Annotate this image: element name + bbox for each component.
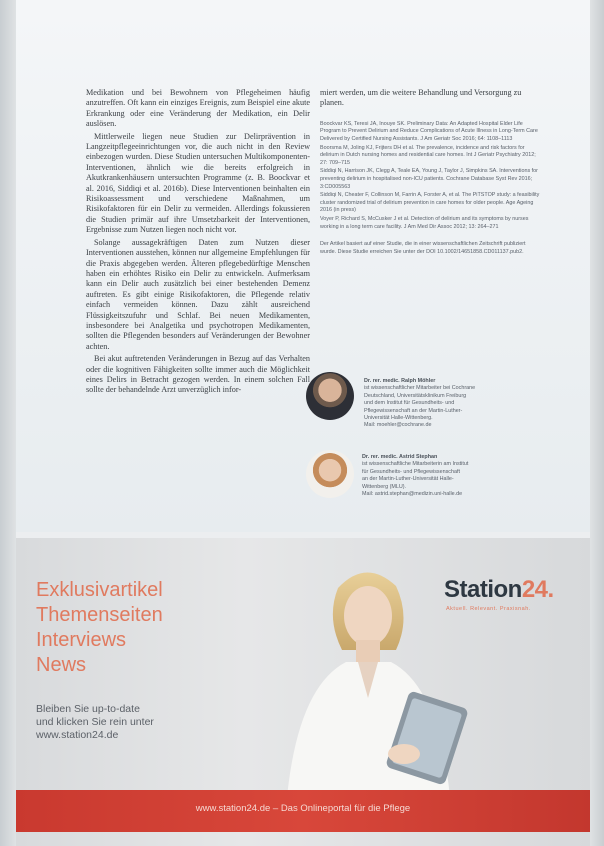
ad-url: www.station24.de [36, 729, 119, 741]
station24-advertisement [16, 538, 590, 846]
logo-number: 24 [521, 576, 548, 603]
ad-body-line: und klicken Sie rein unter [36, 716, 154, 728]
ad-headline: News [36, 654, 87, 676]
author-bio-line: Universität Halle-Wittenberg. [364, 415, 433, 422]
author-bio-line: Wittenberg (MLU). [362, 483, 407, 490]
author-name: Dr. rer. medic. Astrid Stephan [362, 454, 438, 460]
author-photo-ralph [306, 372, 354, 420]
scan-shadow-right [590, 0, 604, 846]
author-bio-line: ist wissenschaftlicher Mitarbeiter bei Cochrane [364, 385, 476, 392]
author-bio-ralph [364, 378, 544, 430]
source-note: Der Artikel basiert auf einer Studie, die in einer wissenschaftlichen Zeitschrift publiziert wurde. Diese Studie erreichen Sie unter der DOI 10.1002/14651858.CD011137.pub2. [320, 241, 526, 255]
reference-item: Siddiqi N, Cheater F, Collinson M, Farrin A, Forster A, et al. The PiTSTOP study: a feasibility cluster randomized trial of delirium prevention in care homes for older people. Age Ageing 2016 (in press) [320, 192, 540, 214]
station24-logo [444, 576, 554, 604]
ad-headline: Exklusivartikel [36, 579, 163, 601]
reference-item: Boockvar KS, Teresi JA, Inouye SK. Preliminary Data: An Adapted Hospital Elder Life Program to Prevent Delirium and Reduce Complications of Acute Illness in Long-Term Care Delivered by Certified Nursing Assistants. J Am Geriatr Soc 2016; 64: 1108–1113 [320, 120, 538, 142]
article-section [16, 0, 590, 532]
reference-item: Boorsma M, Joling KJ, Frijters DH et al. The prevalence, incidence and risk factors for delirium in Dutch nursing homes and residential care homes. Int J Geriatr Psychiatry 2012; 27: 709–715 [320, 144, 536, 166]
scan-shadow-left [0, 0, 16, 846]
author-bio-line: und dem Institut für Gesundheits- und [364, 400, 455, 407]
reference-item: Siddiqi N, Harrison JK, Clegg A, Teale EA, Young J, Taylor J, Simpkins SA. Interventions for preventing delirium in hospitalised non-ICU patients. Cochrane Database Syst Rev 2016; 3:CD005563 [320, 168, 538, 190]
author-mail: Mail: astrid.stephan@medizin.uni-halle.de [362, 491, 463, 498]
author-bio-line: Deutschland, Universitätsklinikum Freiburg [364, 392, 467, 399]
author-bio-line: ist wissenschaftliche Mitarbeiterin am Institut [362, 461, 469, 468]
paragraph: Mittlerweile liegen neue Studien zur Delirprävention in Langzeitpflegeeinrichtungen vor, die auch nicht in den Review einbezogen wurden. Diese Studien untersuchen Multikomponenten-Interventionen, ähnlich wie die bereits erfolgreich in Akutkrankenhäusern untersuchten Programme (z. B. Boockvar et al. 2016, Siddiqi et al. 2016b). Diese Interventionen beinhalten ein Risikoassessment und verschiedene Maßnahmen, um Risikofaktoren für ein Delir zu vermeiden. Allerdings fokussieren die Studien primär auf ihre Umsetzbarkeit der Interventionen, Ergebnisse zum Nutzen liegen noch nicht vor. [86, 131, 310, 235]
article-right-column [320, 88, 542, 262]
logo-tagline: Aktuell. Relevant. Praxisnah. [446, 606, 531, 612]
paragraph: Medikation und bei Bewohnern von Pflegeheimen häufig anzutreffen. Oft kann ein einziges Ereignis, zum Beispiel eine akute Erkrankung oder eine Veränderung der Medikation, ein Delir auslösen. [86, 88, 310, 129]
paragraph-continuation: miert werden, um die weitere Behandlung und Versorgung zu planen. [320, 88, 522, 108]
author-mail: Mail: moehler@cochrane.de [364, 422, 432, 429]
ad-body [36, 703, 154, 742]
reference-item: Voyer P, Richard S, McCusker J et al. Detection of delirium and its symptoms by nurses working in a long term care facility. J Am Med Dir Assoc 2012; 13: 264–271 [320, 215, 529, 230]
logo-word: Station [444, 576, 522, 603]
ad-body-line: Bleiben Sie up-to-date [36, 703, 140, 715]
author-photo-astrid [306, 450, 354, 498]
magazine-page [16, 0, 590, 846]
reference-list [320, 121, 542, 231]
author-bio-astrid [362, 454, 544, 498]
paragraph: Solange aussagekräftigen Daten zum Nutzen dieser Interventionen ausstehen, können nur allgemeine Empfehlungen für die Praxis abgegeben werden. Älteren pflegebedürftige Menschen haben ein erhöhtes Risiko ein Delir zu entwickeln. Aufmerksam kann ein Delir auch zusätzlich bei einer bestehenden Demenz auftreten. Es gibt einige Risikofaktoren, die Pflegende relativ einfach vermeiden können. Dazu zählt ausreichend Flüssigkeitszufuhr und Schlaf. Bei neuen Medikamenten, insbesondere bei Analgetika und psychotropen Medikamenten, sollten die Pflegenden besonders auf Veränderungen der Bewohner achten. [86, 237, 310, 351]
ad-headline: Interviews [36, 629, 127, 651]
author-bio-line: an der Martin-Luther-Universität Halle- [362, 476, 454, 483]
ad-headlines [36, 578, 163, 678]
ad-footer-banner [16, 790, 590, 832]
ad-headline: Themenseiten [36, 604, 163, 626]
author-bio-line: Pflegewissenschaft an der Martin-Luther- [364, 407, 463, 414]
article-left-column [86, 88, 310, 398]
author-name: Dr. rer. medic. Ralph Möhler [364, 378, 436, 384]
paragraph: Bei akut auftretenden Veränderungen in Bezug auf das Verhalten oder die kognitiven Fähigkeiten sollte immer auch die Möglichkeit eines Delirs in Betracht gezogen werden. In einem solchen Fall sollte der behandelnde Arzt unverzüglich infor- [86, 354, 310, 395]
logo-dot: . [547, 576, 554, 603]
author-bio-line: für Gesundheits- und Pflegewissenschaft [362, 468, 460, 475]
ad-footer-text: www.station24.de – Das Onlineportal für die Pflege [195, 803, 411, 814]
